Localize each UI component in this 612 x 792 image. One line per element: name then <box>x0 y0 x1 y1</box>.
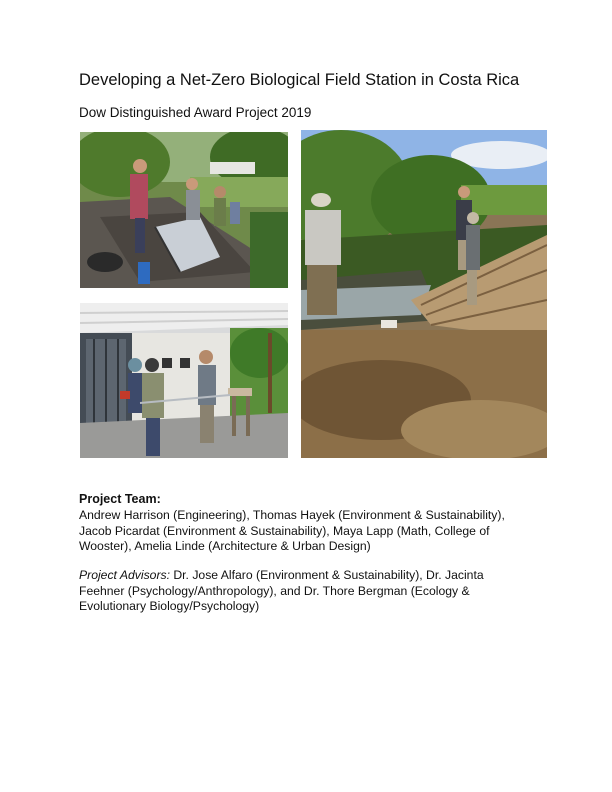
document-subtitle: Dow Distinguished Award Project 2019 <box>79 105 312 120</box>
document-title: Developing a Net-Zero Biological Field Station in Costa Rica <box>79 71 520 89</box>
team-heading: Project Team: <box>79 492 161 506</box>
photo-solar-panel-install <box>80 132 288 288</box>
photo-stream-bridge <box>301 130 547 458</box>
photo-porch-workshop <box>80 303 288 458</box>
team-members: Andrew Harrison (Engineering), Thomas Hayek (Environment & Sustainability), Jacob Picardat (Environment & Sustainability), Maya Lapp (Math, College of Wooster), Amelia Linde (Architecture & Urban Design) <box>79 508 505 553</box>
advisors-text: Dr. Jose Alfaro (Environment & Sustainability), Dr. Jacinta Feehner (Psychology/Anthropology), and Dr. Thore Bergman (Ecology & Evolutionary Biology/Psychology) <box>79 568 484 613</box>
advisors-label: Project Advisors: <box>79 568 170 582</box>
advisors-paragraph <box>79 568 519 615</box>
